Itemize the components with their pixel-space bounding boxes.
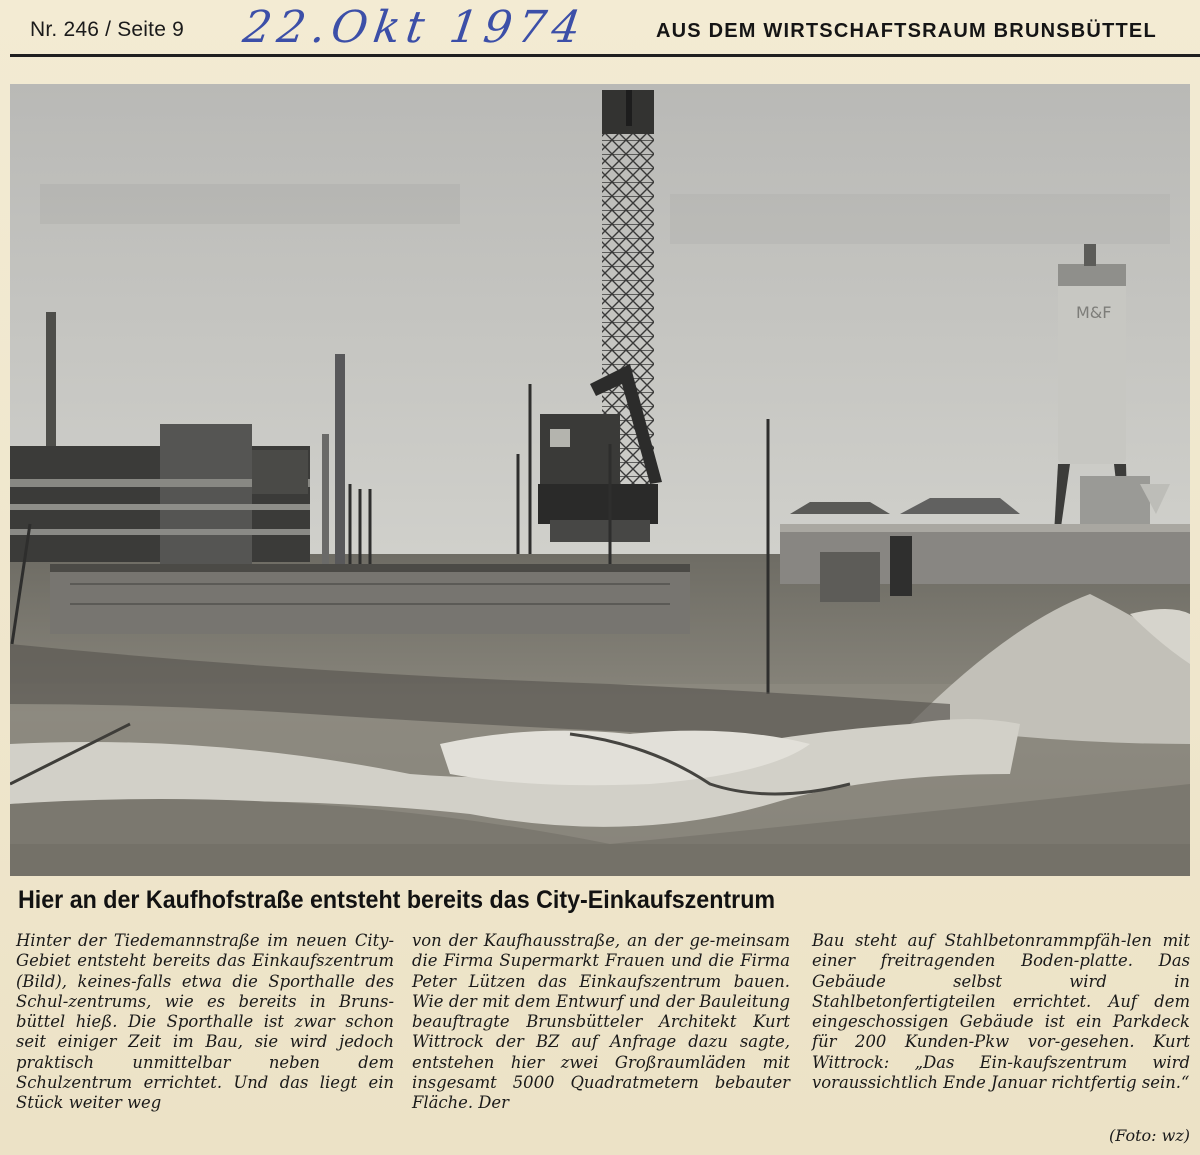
article-column-3: [812, 931, 1190, 1093]
header-rule: [10, 54, 1200, 57]
issue-number: Nr. 246 / Seite 9: [30, 18, 184, 41]
article-text-col1: Hinter der Tiedemannstraße im neuen City-Gebiet entsteht bereits das Einkaufszentrum (Bild), keines-falls etwa die Sporthalle des Schul-zentrums, wie es bereits in Bruns-büttel hieß. Die Sporthalle ist zwar schon seit einiger Zeit im Bau, sie wird jedoch praktisch unmittelbar neben dem Schulzentrum errichtet. Und das liegt ein Stück weiter weg: [16, 931, 394, 1113]
article-column-2: [412, 931, 790, 1114]
photo-caption-headline: Hier an der Kaufhofstraße entsteht bereits das City-Einkaufszentrum: [18, 886, 776, 914]
article-body: [16, 931, 1192, 1151]
article-column-1: [16, 931, 394, 1114]
article-text-col3: Bau steht auf Stahlbetonrammpfäh-len mit einer freitragenden Boden-platte. Das Gebäude selbst wird in Stahlbetonfertigteilen errichtet. Auf dem eingeschossigen Gebäude ist ein Parkdeck für 200 Kunden-Pkw vor-gesehen. Kurt Wittrock: „Das Ein-kaufszentrum wird voraussichtlich Ende Januar richtfertig sein.“: [812, 931, 1190, 1093]
article-text-col2: von der Kaufhausstraße, an der ge-meinsam die Firma Supermarkt Frauen und die Firma Peter Lützen das Einkaufszentrum bauen. Wie der mit dem Entwurf und der Bauleitung beauftragte Brunsbütteler Architekt Kurt Wittrock der BZ auf Anfrage dazu sagte, entstehen hier zwei Großraumläden mit insgesamt 5000 Quadratmetern bebauter Fläche. Der: [412, 931, 790, 1113]
photo-credit: (Foto: wz): [1108, 1126, 1190, 1145]
handwritten-date: 22.Okt 1974: [240, 2, 590, 53]
silo-label: M&F: [1076, 303, 1112, 322]
construction-site-photo: [10, 84, 1190, 876]
section-heading: AUS DEM WIRTSCHAFTSRAUM BRUNSBÜTTEL: [656, 20, 1157, 42]
page-header: [0, 0, 1200, 58]
